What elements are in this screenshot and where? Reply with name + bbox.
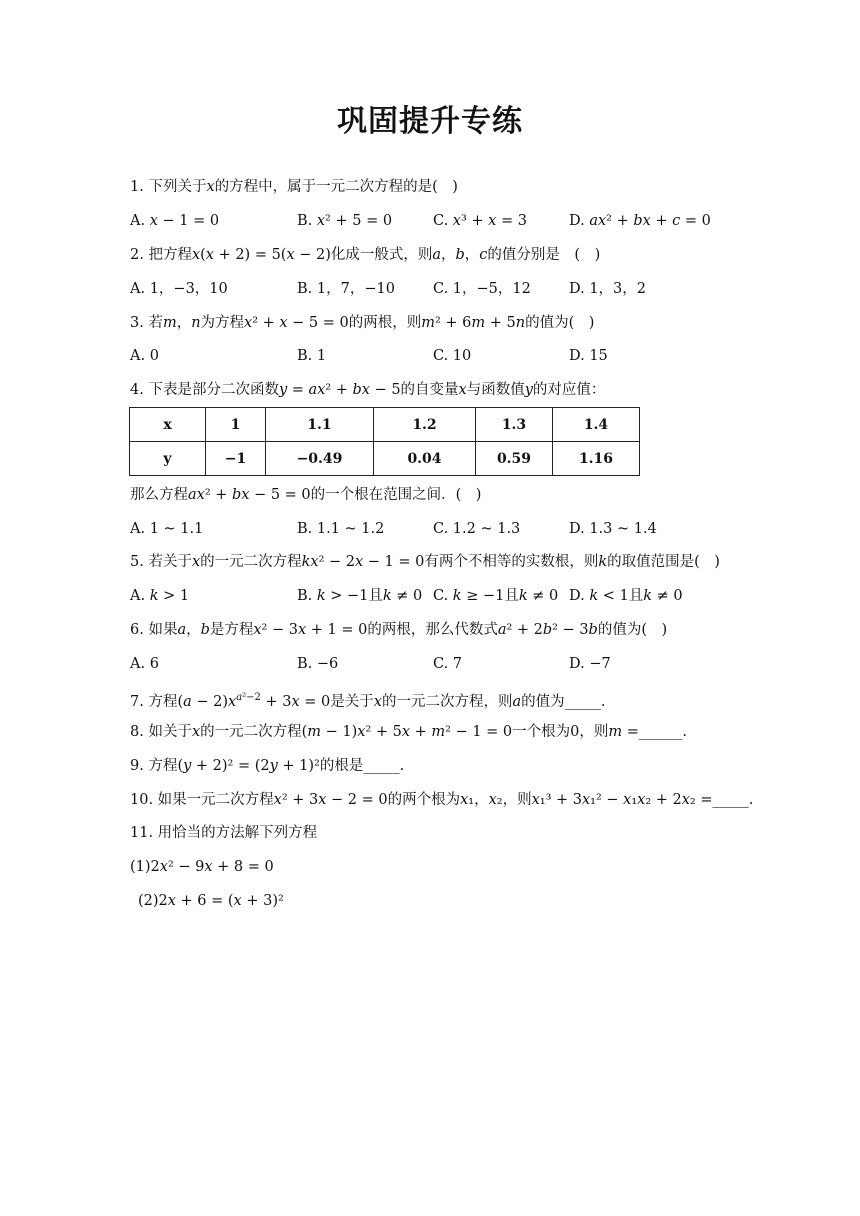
- table-cell: 1.4: [553, 408, 640, 442]
- question-4-stem: 4. 下表是部分二次函数𝑦 = 𝑎𝑥² + 𝑏𝑥 − 5的自变量𝑥与函数值𝑦的对应值：: [130, 382, 606, 398]
- option-c: C. 10: [433, 348, 472, 364]
- table-cell: 1.3: [476, 408, 553, 442]
- question-5-stem: 5. 若关于𝑥的一元二次方程𝑘𝑥² − 2𝑥 − 1 = 0有两个不相等的实数根，则𝑘的取值范围是( ): [130, 554, 720, 570]
- question-3-stem: 3. 若𝑚，𝑛为方程𝑥² + 𝑥 − 5 = 0的两根，则𝑚² + 6𝑚 + 5𝑛的值为( ): [130, 315, 595, 331]
- option-a: A. 1，−3，10: [130, 281, 228, 297]
- option-d: D. 15: [569, 348, 608, 364]
- option-b: B. 1，7，−10: [297, 281, 395, 297]
- question-10: 10. 如果一元二次方程𝑥² + 3𝑥 − 2 = 0的两个根为𝑥₁，𝑥₂，则𝑥₁³ + 3𝑥₁² − 𝑥₁𝑥₂ + 2𝑥₂ =_____.: [130, 792, 754, 808]
- question-7-suffix: + 3𝑥 = 0是关于𝑥的一元二次方程，则𝑎的值为_____.: [260, 693, 606, 710]
- option-b: B. 1: [297, 348, 327, 364]
- page-title: 巩固提升专练: [337, 104, 523, 139]
- question-6-stem: 6. 如果𝑎，𝑏是方程𝑥² − 3𝑥 + 1 = 0的两根，那么代数式𝑎² + 2𝑏² − 3𝑏的值为( ): [130, 622, 668, 638]
- option-d: D. 𝑎𝑥² + 𝑏𝑥 + 𝑐 = 0: [569, 213, 711, 229]
- option-a: A. 0: [130, 348, 159, 364]
- table-cell: 1: [206, 408, 266, 442]
- table-cell: 0.59: [476, 442, 553, 476]
- value-table: [129, 407, 640, 476]
- sub-problem-2: (2)2𝑥 + 6 = (𝑥 + 3)²: [138, 893, 284, 909]
- option-b: B. 𝑥² + 5 = 0: [297, 213, 393, 229]
- option-c: C. 1.2 ~ 1.3: [433, 521, 521, 537]
- option-c: C. 7: [433, 656, 463, 672]
- question-7-prefix: 7. 方程(𝑎 − 2)𝑥: [130, 693, 237, 710]
- table-cell: 1.1: [266, 408, 374, 442]
- option-c: C. 𝑘 ≥ −1且𝑘 ≠ 0: [433, 588, 559, 604]
- question-4-followup: 那么方程𝑎𝑥² + 𝑏𝑥 − 5 = 0的一个根在范围之间．( ): [130, 487, 482, 503]
- question-8: 8. 如关于𝑥的一元二次方程(𝑚 − 1)𝑥² + 5𝑥 + 𝑚² − 1 = 0一个根为0，则𝑚 =______.: [130, 724, 687, 740]
- table-cell: 1.2: [374, 408, 476, 442]
- option-a: A. 𝑘 > 1: [130, 588, 190, 604]
- table-cell: −1: [206, 442, 266, 476]
- table-row: [130, 408, 640, 442]
- question-11: 11. 用恰当的方法解下列方程: [130, 825, 318, 841]
- table-cell: x: [130, 408, 206, 442]
- question-2-stem: 2. 把方程𝑥(𝑥 + 2) = 5(𝑥 − 2)化成一般式，则𝑎，𝑏，𝑐的值分别是 ( ): [130, 247, 601, 263]
- option-d: D. 1，3，2: [569, 281, 647, 297]
- option-d: D. 𝑘 < 1且𝑘 ≠ 0: [569, 588, 683, 604]
- option-b: B. 1.1 ~ 1.2: [297, 521, 385, 537]
- option-d: D. −7: [569, 656, 611, 672]
- option-b: B. −6: [297, 656, 339, 672]
- table-cell: −0.49: [266, 442, 374, 476]
- option-c: C. 𝑥³ + 𝑥 = 3: [433, 213, 527, 229]
- option-a: A. 𝑥 − 1 = 0: [130, 213, 220, 229]
- table-cell: 1.16: [553, 442, 640, 476]
- table-row: [130, 442, 640, 476]
- question-9: 9. 方程(𝑦 + 2)² = (2𝑦 + 1)²的根是_____.: [130, 758, 405, 774]
- option-a: A. 6: [130, 656, 159, 672]
- question-7: [130, 688, 605, 712]
- option-d: D. 1.3 ~ 1.4: [569, 521, 657, 537]
- option-b: B. 𝑘 > −1且𝑘 ≠ 0: [297, 588, 423, 604]
- option-a: A. 1 ~ 1.1: [130, 521, 204, 537]
- table-cell: 0.04: [374, 442, 476, 476]
- sub-problem-1: (1)2𝑥² − 9𝑥 + 8 = 0: [130, 859, 274, 875]
- question-1-stem: 1. 下列关于𝑥的方程中，属于一元二次方程的是( ): [130, 179, 458, 195]
- table-cell: y: [130, 442, 206, 476]
- question-7-exponent: 𝑎²−2: [236, 692, 261, 703]
- option-c: C. 1，−5，12: [433, 281, 531, 297]
